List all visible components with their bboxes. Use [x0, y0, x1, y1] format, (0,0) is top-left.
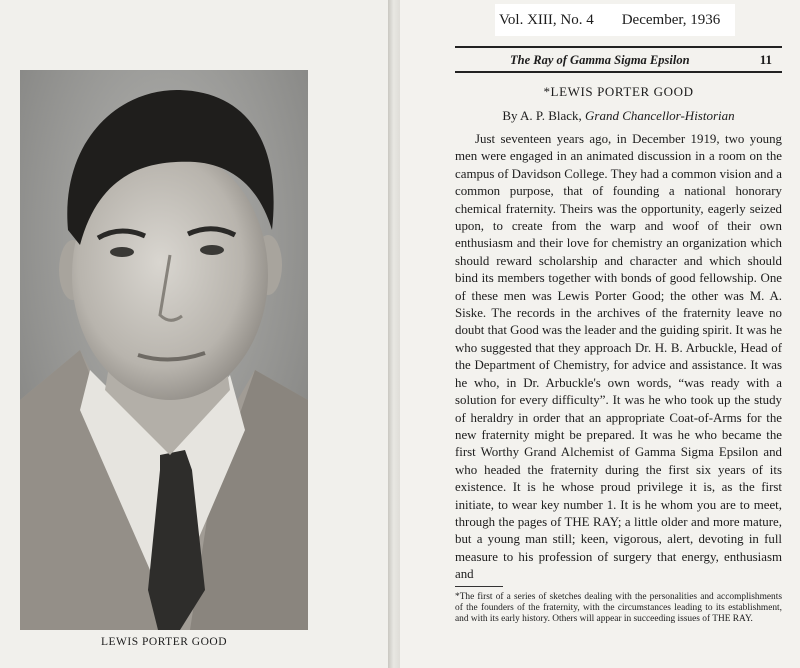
- footnote: *The first of a series of sketches dealing with the personalities and accomplishments of the founders of the fraternity, with the circumstances leading to its establishment, and with its early history. Others will appear in succeeding issues of THE RAY.: [455, 592, 782, 624]
- footnote-rule: [455, 586, 503, 587]
- byline-author: By A. P. Black,: [502, 108, 586, 123]
- byline-role: Grand Chancellor-Historian: [585, 108, 735, 123]
- issue-volume: Vol. XIII, No. 4: [499, 12, 594, 28]
- byline: [455, 108, 782, 124]
- body-paragraph: Just seventeen years ago, in December 1919, two young men were engaged in an animated discussion in a room on the campus of Davidson College. They had a common vision and a common purpose, that of founding a national honorary chemical fraternity. Theirs was the opportunity, eagerly seized upon, to create from the warp and woof of their own enthusiasm and their love for chemistry an organization which should reward scholarship and character and which should bind its members together with bonds of good fellowship. One of these men was Lewis Porter Good; the other was M. A. Siske. The records in the archives of the fraternity leave no doubt that Good was the leader and the guiding spirit. It was he who suggested that they approach Dr. H. B. Arbuckle, Head of the Department of Chemistry, for advice and assistance. It was he who, in Dr. Arbuckle's own words, “was ready with a solution for every difficulty”. It was he who took up the study of heraldry in order that an appropriate Coat-of-Arms for the new fraternity might be prepared. It was he who became the first Worthy Grand Alchemist of Gamma Sigma Epsilon and who headed the fraternity during the first six years of its existence. It is he whose proud privilege it is, as the first initiate, to wear key number 1. It is he whom you are to meet, through the pages of THE RAY; a little older and more mature, but a young man still; keen, vigorous, alert, devoting in full measure to his profession of surgery that energy, enthusiasm and: [455, 132, 782, 582]
- issue-label: [495, 4, 735, 36]
- article-title: *LEWIS PORTER GOOD: [543, 84, 694, 99]
- left-page: [0, 0, 390, 668]
- photo-caption: LEWIS PORTER GOOD: [101, 636, 227, 648]
- article-body: [455, 131, 782, 586]
- running-header: [455, 50, 782, 70]
- portrait-photo: [20, 70, 308, 630]
- header-rule-top: [455, 46, 782, 48]
- journal-title: The Ray of Gamma Sigma Epsilon: [510, 53, 690, 67]
- issue-date: December, 1936: [621, 12, 721, 28]
- page-number: 11: [759, 52, 772, 67]
- header-rule-bottom: [455, 71, 782, 73]
